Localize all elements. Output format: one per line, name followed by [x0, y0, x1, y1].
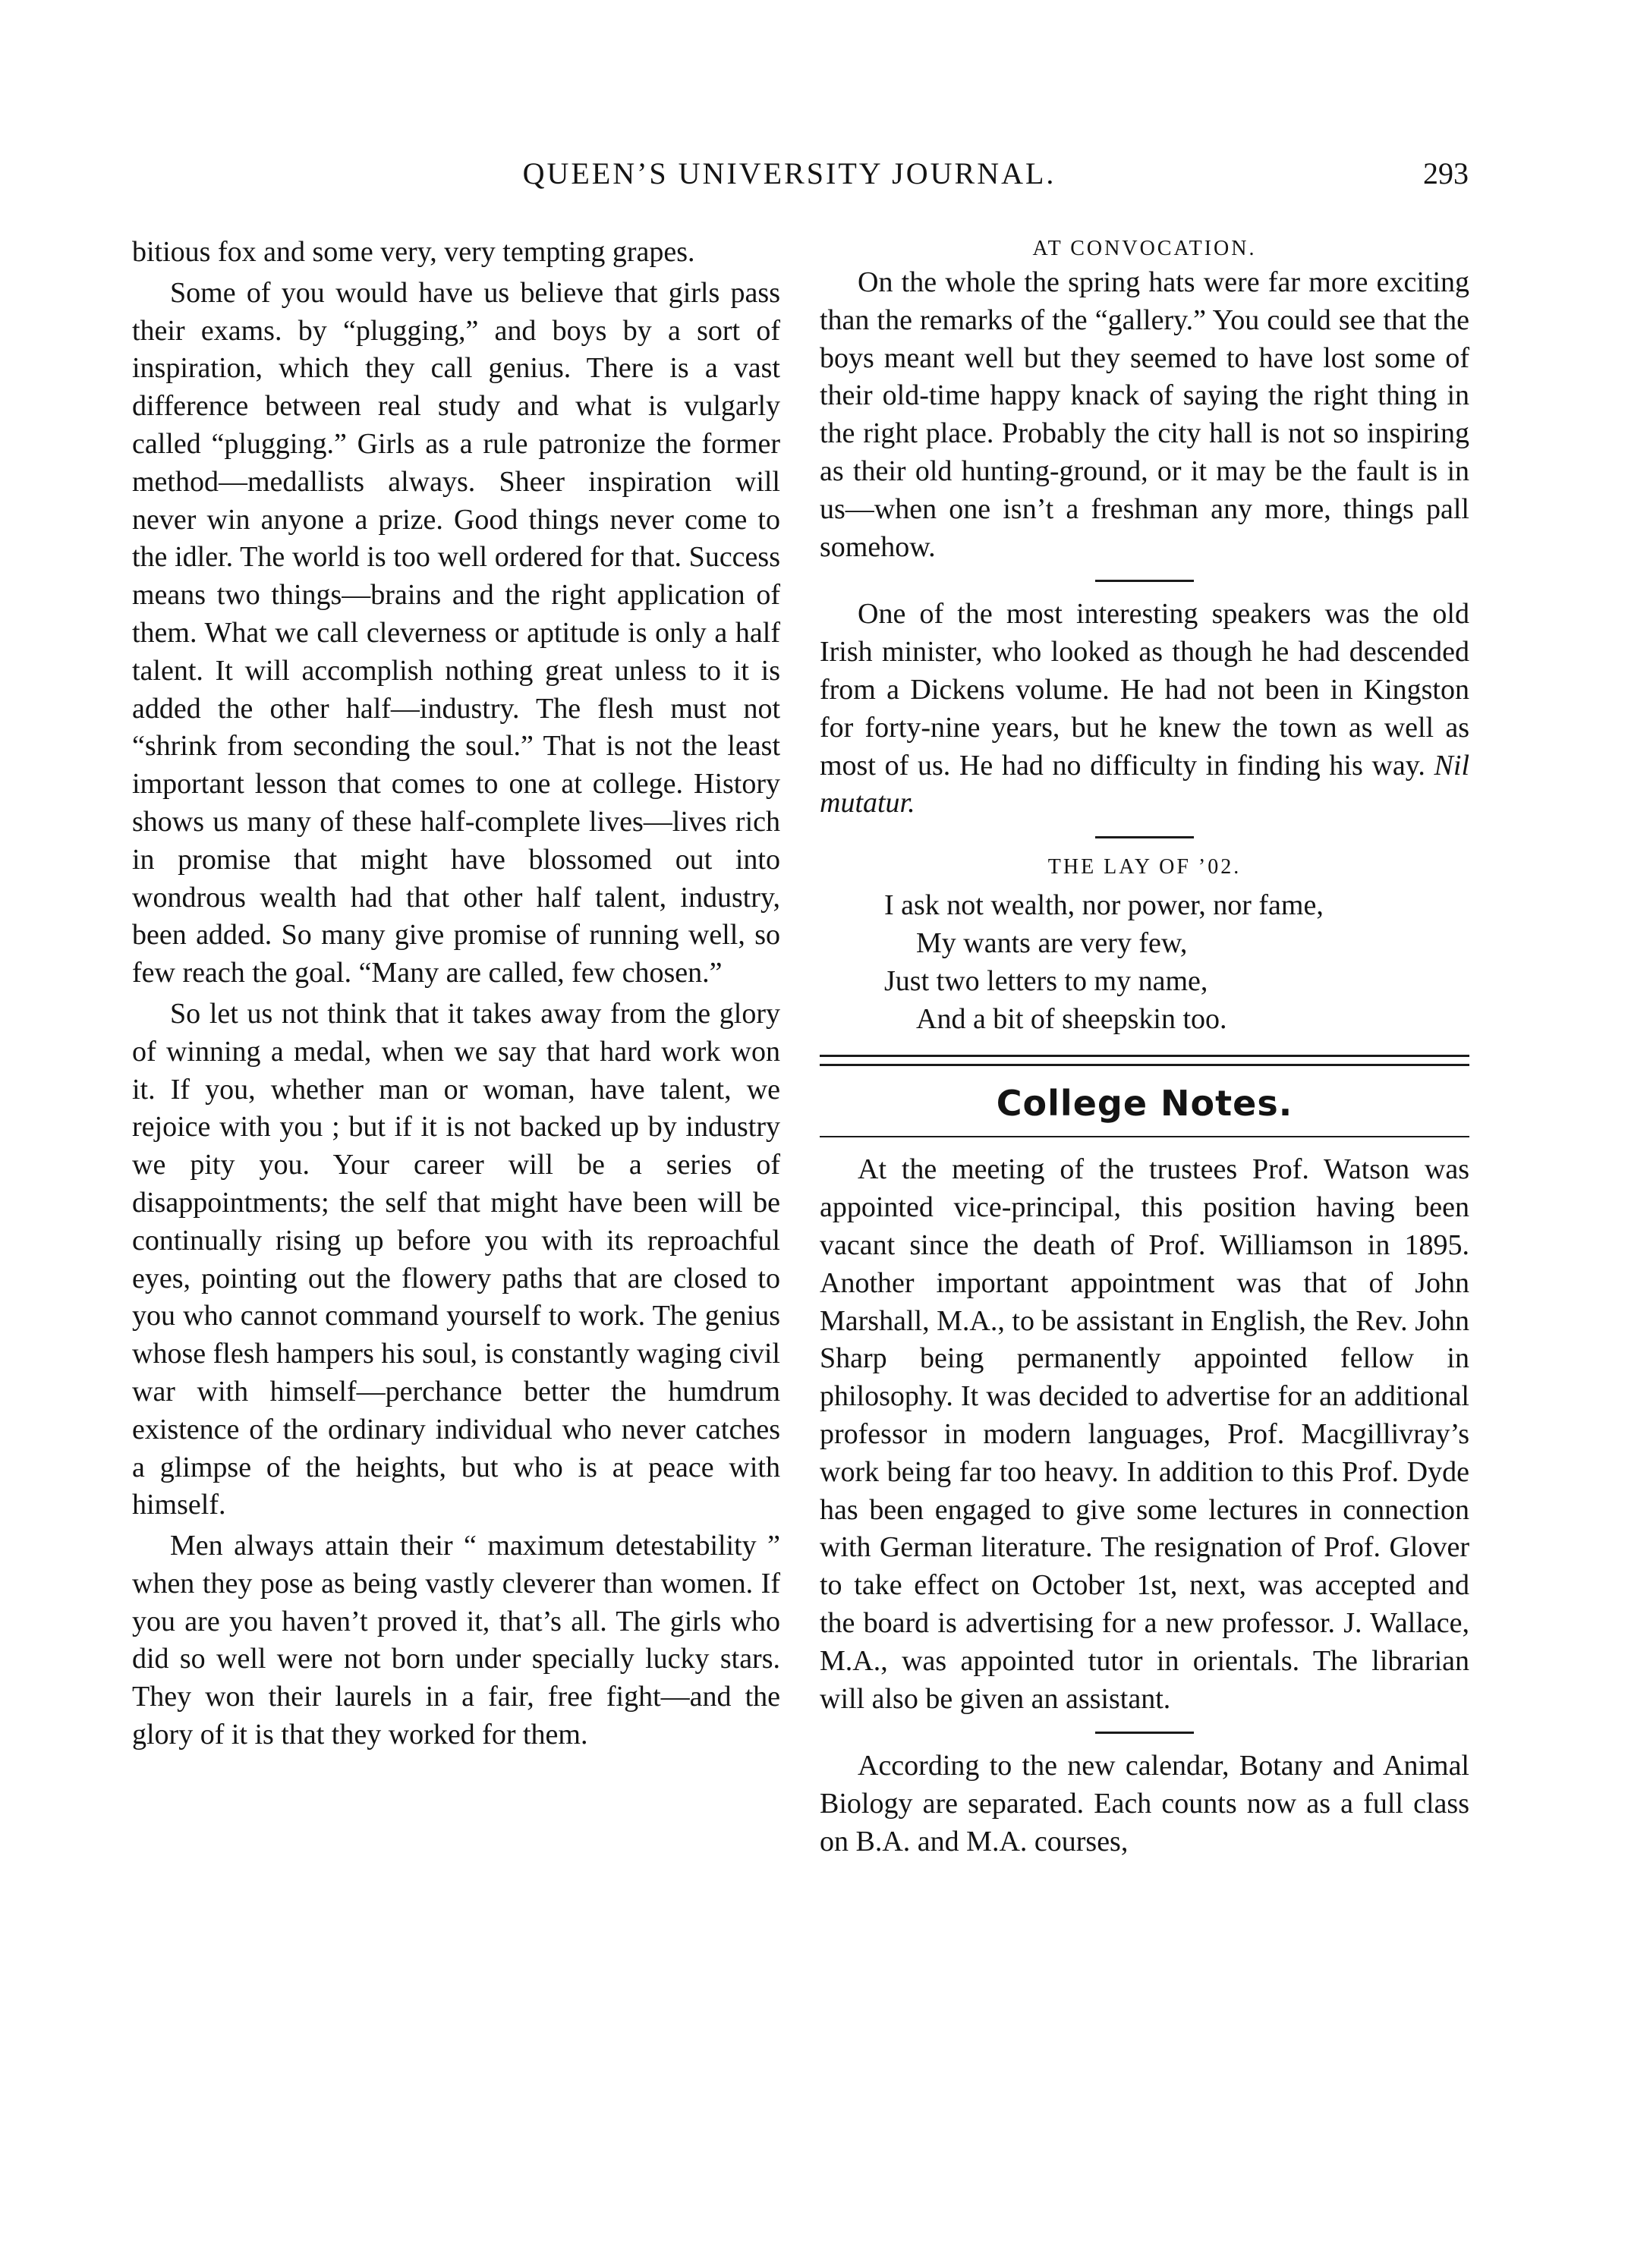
- page-number: 293: [1423, 156, 1469, 190]
- poem-line: I ask not wealth, nor power, nor fame,: [884, 889, 1324, 922]
- left-paragraph-4: Men always attain their “ maximum detestability ” when they pose as being vastly cleverer than women. If you are you haven’t proved it, that’s all. The girls who did so well were not born under specially lucky stars. They won their laurels in a fair, free fight—and the glory of it is that they worked for them.: [132, 1530, 780, 1751]
- poem: [884, 887, 1469, 1038]
- left-paragraph-2: Some of you would have us believe that girls pass their exams. by “plugging,” and boys by a sort of inspiration, which they call genius. There is a vast difference between real study and what is vulgarly called “plugging.” Girls as a rule patronize the former method—medallists always. Sheer inspiration will never win anyone a prize. Good things never come to the idler. The world is too well ordered for that. Success means two things—brains and the right application of them. What we call cleverness or aptitude is only a half talent. It will accomplish nothing great unless to it is added the other half—industry. The flesh must not “shrink from seconding the soul.” That is not the least important lesson that comes to one at college. History shows us many of these half-complete lives—lives rich in promise that might have blossomed out into wondrous wealth had that other half talent, industry, been added. So many give promise of running well, so few reach the goal. “Many are called, few chosen.”: [132, 276, 780, 989]
- poem-line: Just two letters to my name,: [884, 964, 1208, 997]
- convocation-paragraph-2-text: One of the most interesting speakers was the old Irish minister, who looked as though he had descended from a Dickens volume. He had not been in Kingston for forty-nine years, but he knew the town as well as most of us. He had no difficulty in finding his way.: [820, 598, 1469, 782]
- section-divider: [1095, 580, 1194, 582]
- heading-underline: [820, 1136, 1469, 1137]
- convocation-paragraph-1: On the whole the spring hats were far more exciting than the remarks of the “gallery.” You could see that the boys meant well but they seemed to have lost some of their old-time happy knack of saying the right thing in the right place. Probably the city hall is not so inspiring as their old hunting-ground, or it may be the fault is in us—when one isn’t a freshman any more, things pall somehow.: [820, 266, 1469, 563]
- page-header: [0, 156, 1650, 201]
- poem-line: My wants are very few,: [916, 926, 1188, 959]
- left-column: [132, 234, 780, 1754]
- college-notes-paragraph-1: At the meeting of the trustees Prof. Watson was appointed vice-principal, this position having been vacant since the death of Prof. Williamson in 1895. Another important appointment was that of John Marshall, M.A., to be assistant in English, the Rev. John Sharp being permanently appointed fellow in philosophy. It was decided to advertise for an additional professor in modern languages, Prof. Macgillivray’s work being far too heavy. In addition to this Prof. Dyde has been engaged to give some lectures in connection with German literature. The resignation of Prof. Glover to take effect on October 1st, next, was accepted and the board is advertising for a new professor. J. Wallace, M.A., was appointed tutor in orientals. The librarian will also be given an assistant.: [820, 1153, 1469, 1715]
- latin-phrase: Nil mutatur.: [820, 749, 1470, 819]
- left-paragraph-3: So let us not think that it takes away from the glory of winning a medal, when we say that hard work won it. If you, whether man or woman, have talent, we rejoice with you ; but if it is not backed up by industry we pity you. Your career will be a series of disappointments; the self that might have been will be continually rising up before you with its reproachful eyes, pointing out the flowery paths that are closed to you who cannot command yourself to work. The genius whose flesh hampers his soul, is constantly waging civil war with himself—perchance better the humdrum existence of the ordinary individual who never catches a glimpse of the heights, but who is at peace with himself.: [132, 997, 780, 1521]
- college-notes-paragraph-2: According to the new calendar, Botany and Animal Biology are separated. Each counts now as a full class on B.A. and M.A. courses,: [820, 1750, 1469, 1857]
- section-divider: [1095, 836, 1194, 838]
- convocation-paragraph-2: [820, 596, 1469, 823]
- convocation-heading: AT CONVOCATION.: [1032, 237, 1257, 260]
- college-notes-heading: College Notes.: [996, 1083, 1293, 1125]
- running-title: QUEEN’S UNIVERSITY JOURNAL.: [522, 156, 1056, 190]
- double-rule-divider: [820, 1055, 1469, 1066]
- left-paragraph-1: bitious fox and some very, very tempting grapes.: [132, 236, 695, 268]
- poem-line: And a bit of sheepskin too.: [916, 1002, 1227, 1035]
- right-column: [820, 234, 1469, 1861]
- poem-title: THE LAY OF ’02.: [1047, 855, 1242, 879]
- section-divider: [1095, 1732, 1194, 1734]
